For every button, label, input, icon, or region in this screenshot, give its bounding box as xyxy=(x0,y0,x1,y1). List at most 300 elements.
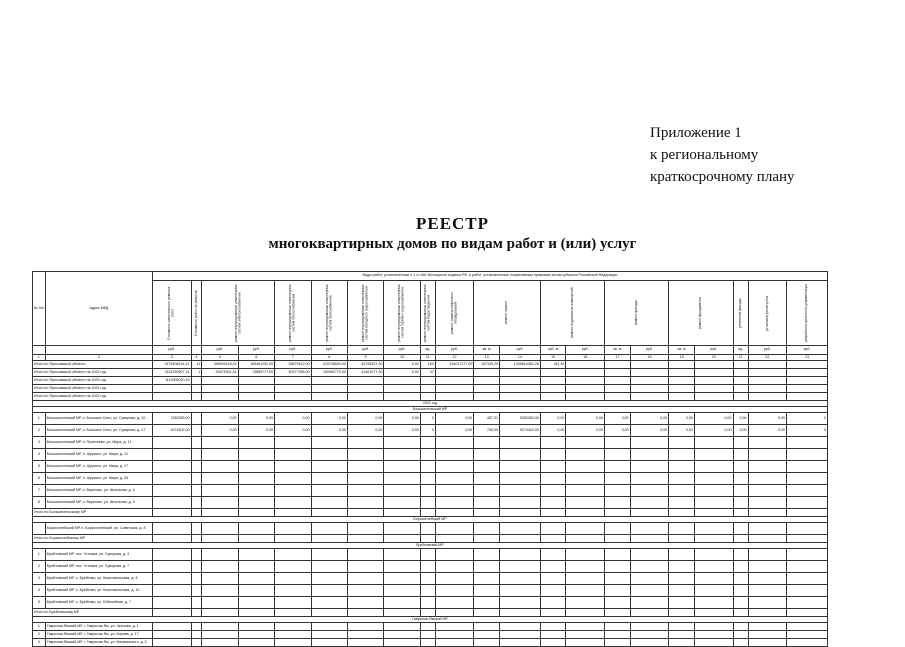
total-value xyxy=(540,535,566,543)
row-value xyxy=(191,413,202,425)
vertical-header-label: ремонт фасада xyxy=(633,300,638,326)
row-value xyxy=(238,597,274,609)
row-number: 5 xyxy=(33,597,46,609)
row-value xyxy=(275,497,311,509)
row-value xyxy=(202,461,238,473)
row-value xyxy=(384,549,420,561)
total-value xyxy=(733,377,748,385)
total-value xyxy=(630,369,669,377)
total-value xyxy=(748,535,787,543)
column-number-cell: 1 xyxy=(33,355,46,361)
row-value xyxy=(630,631,669,639)
row-value xyxy=(787,585,828,597)
row-value xyxy=(191,437,202,449)
row-value xyxy=(384,523,420,535)
row-value xyxy=(311,623,347,631)
document-title xyxy=(0,214,905,253)
appendix-label xyxy=(650,122,795,188)
row-value: 0,00 xyxy=(566,425,605,437)
total-value: 334017177,00 xyxy=(435,361,474,369)
total-value xyxy=(787,509,828,517)
row-value: 0,00 xyxy=(748,413,787,425)
row-value xyxy=(566,573,605,585)
row-value: 0,00 xyxy=(435,413,474,425)
total-value xyxy=(733,509,748,517)
vertical-header-label: ремонт фундамента xyxy=(698,296,703,330)
row-value xyxy=(420,449,435,461)
row-value xyxy=(630,561,669,573)
row-value xyxy=(191,449,202,461)
row-value xyxy=(202,437,238,449)
table-row xyxy=(33,623,828,631)
row-value xyxy=(311,549,347,561)
total-value xyxy=(500,393,541,401)
total-value xyxy=(500,369,541,377)
row-value xyxy=(630,437,669,449)
total-value xyxy=(238,509,274,517)
total-value xyxy=(152,393,191,401)
row-value xyxy=(152,623,191,631)
appendix-line-3: краткосрочному плану xyxy=(650,169,795,185)
total-label: Итого по Ярославской области на 2023 год xyxy=(33,377,153,385)
unit-cell: руб. xyxy=(275,346,311,355)
row-address: Большесельский МР, п. Шурскол, ул. Мира, д. 25 xyxy=(45,473,152,485)
row-value xyxy=(694,473,733,485)
row-value xyxy=(420,523,435,535)
row-value xyxy=(191,573,202,585)
total-value xyxy=(474,377,500,385)
row-value: 0 xyxy=(787,413,828,425)
total-value: 50377396,00 xyxy=(275,369,311,377)
row-value xyxy=(435,523,474,535)
total-label: Итого по Ярославской области на 2022 год xyxy=(33,393,153,401)
section-title: Борисоглебский МР xyxy=(33,517,828,523)
row-number: 7 xyxy=(33,485,46,497)
row-value: 9274402,00 xyxy=(152,425,191,437)
row-value xyxy=(787,623,828,631)
total-value: 53475391,41 xyxy=(202,369,238,377)
row-value xyxy=(202,449,238,461)
row-value xyxy=(420,549,435,561)
row-value xyxy=(152,461,191,473)
row-value xyxy=(384,561,420,573)
row-value xyxy=(435,473,474,485)
row-value xyxy=(630,573,669,585)
column-number-cell: 11 xyxy=(420,355,435,361)
row-value xyxy=(384,573,420,585)
row-value xyxy=(311,597,347,609)
row-value xyxy=(435,631,474,639)
row-value xyxy=(566,623,605,631)
row-value xyxy=(787,485,828,497)
row-value xyxy=(152,585,191,597)
row-value xyxy=(347,585,383,597)
row-value xyxy=(474,623,500,631)
total-value xyxy=(191,509,202,517)
row-value: 0,00 xyxy=(733,425,748,437)
row-value xyxy=(500,561,541,573)
row-value xyxy=(474,549,500,561)
row-value xyxy=(275,437,311,449)
total-value xyxy=(191,385,202,393)
total-value xyxy=(152,535,191,543)
total-value xyxy=(500,509,541,517)
row-value: 0,00 xyxy=(311,425,347,437)
row-value xyxy=(733,561,748,573)
total-value xyxy=(311,609,347,617)
total-value xyxy=(474,509,500,517)
total-value xyxy=(238,609,274,617)
row-value xyxy=(630,497,669,509)
total-value xyxy=(733,369,748,377)
total-value xyxy=(152,385,191,393)
total-value xyxy=(604,369,630,377)
row-value xyxy=(540,549,566,561)
total-value xyxy=(238,377,274,385)
column-number-cell: 3 xyxy=(152,355,191,361)
unit-cell: руб. xyxy=(500,346,541,355)
row-address: Большесельский МР, п. Шурскол, ул. Мира, д. 17 xyxy=(45,461,152,473)
total-value xyxy=(669,369,695,377)
row-value xyxy=(474,597,500,609)
row-value xyxy=(275,485,311,497)
total-value xyxy=(540,509,566,517)
total-value xyxy=(384,535,420,543)
total-label: Итого по Большесельскому МР xyxy=(33,509,153,517)
total-row xyxy=(33,385,828,393)
total-value xyxy=(694,609,733,617)
row-value xyxy=(748,437,787,449)
total-value xyxy=(566,609,605,617)
row-value xyxy=(275,573,311,585)
row-value xyxy=(566,597,605,609)
row-value xyxy=(347,437,383,449)
row-value xyxy=(474,561,500,573)
row-value xyxy=(669,523,695,535)
row-value xyxy=(311,585,347,597)
vertical-header-label: ремонт внутридомовых инженерных систем газоснабжения xyxy=(324,284,333,342)
total-value xyxy=(748,609,787,617)
row-value xyxy=(238,561,274,573)
row-value xyxy=(191,623,202,631)
row-value xyxy=(604,461,630,473)
row-value xyxy=(311,449,347,461)
row-value xyxy=(311,561,347,573)
row-value xyxy=(540,437,566,449)
column-number-cell: 10 xyxy=(384,355,420,361)
total-value xyxy=(566,393,605,401)
total-value: 219728500,00 xyxy=(311,361,347,369)
total-value: 157345,29 xyxy=(474,361,500,369)
table-row xyxy=(33,413,828,425)
total-label: Итого по Ярославской области на 2024 год xyxy=(33,385,153,393)
row-value: 0,00 xyxy=(311,413,347,425)
row-value: 0,00 xyxy=(694,425,733,437)
row-value xyxy=(669,549,695,561)
row-number: 2 xyxy=(33,631,46,639)
total-row xyxy=(33,509,828,517)
row-value xyxy=(347,549,383,561)
row-value xyxy=(787,461,828,473)
row-value xyxy=(474,461,500,473)
column-number-cell: 16 xyxy=(566,355,605,361)
column-number-cell: 23 xyxy=(787,355,828,361)
column-number-cell: 8 xyxy=(311,355,347,361)
total-value xyxy=(500,377,541,385)
row-value xyxy=(202,473,238,485)
table-row xyxy=(33,561,828,573)
total-value xyxy=(420,609,435,617)
row-value xyxy=(238,573,274,585)
total-value xyxy=(604,377,630,385)
total-value xyxy=(733,361,748,369)
row-number: 1 xyxy=(33,413,46,425)
total-value xyxy=(630,393,669,401)
row-value xyxy=(566,485,605,497)
row-value: 706,59 xyxy=(474,425,500,437)
row-value xyxy=(694,585,733,597)
total-row xyxy=(33,535,828,543)
total-value xyxy=(202,535,238,543)
column-number-cell: 20 xyxy=(694,355,733,361)
row-value xyxy=(152,473,191,485)
row-value xyxy=(540,631,566,639)
row-value xyxy=(694,437,733,449)
row-value xyxy=(435,585,474,597)
row-value xyxy=(566,585,605,597)
row-value xyxy=(500,437,541,449)
unit-cell: руб. xyxy=(238,346,274,355)
row-value xyxy=(152,573,191,585)
row-value xyxy=(202,497,238,509)
row-value: 0 xyxy=(420,413,435,425)
total-value xyxy=(694,385,733,393)
row-value xyxy=(384,449,420,461)
unit-cell: руб. xyxy=(630,346,669,355)
row-value xyxy=(275,461,311,473)
vertical-header-label: утепление фасада xyxy=(737,298,742,328)
row-value xyxy=(748,449,787,461)
row-value xyxy=(540,461,566,473)
total-value xyxy=(202,377,238,385)
row-value xyxy=(275,473,311,485)
total-value xyxy=(435,369,474,377)
row-value xyxy=(630,585,669,597)
table-row xyxy=(33,573,828,585)
row-value xyxy=(748,497,787,509)
row-value xyxy=(347,497,383,509)
row-value xyxy=(500,549,541,561)
total-value: 2475408214,21 xyxy=(152,361,191,369)
row-value xyxy=(604,623,630,631)
total-value xyxy=(748,361,787,369)
row-value xyxy=(630,597,669,609)
unit-cell: ед. xyxy=(733,346,748,355)
table-row xyxy=(33,473,828,485)
row-value xyxy=(474,523,500,535)
total-value xyxy=(787,361,828,369)
row-value xyxy=(733,585,748,597)
row-value xyxy=(420,461,435,473)
row-value xyxy=(540,573,566,585)
row-value xyxy=(420,473,435,485)
total-value xyxy=(787,535,828,543)
row-value xyxy=(238,585,274,597)
total-value xyxy=(604,385,630,393)
row-value xyxy=(604,585,630,597)
row-value xyxy=(500,497,541,509)
appendix-line-2: к региональному xyxy=(650,147,759,163)
row-value xyxy=(500,597,541,609)
total-value xyxy=(694,535,733,543)
row-value xyxy=(787,631,828,639)
unit-cell: кв. м xyxy=(669,346,695,355)
row-value xyxy=(152,597,191,609)
row-value xyxy=(420,485,435,497)
row-value: 0,00 xyxy=(238,413,274,425)
row-value xyxy=(604,597,630,609)
row-value xyxy=(669,631,695,639)
row-value xyxy=(384,485,420,497)
total-value: 1142250507,31 xyxy=(152,369,191,377)
vertical-header-2 xyxy=(191,281,202,346)
total-value xyxy=(474,609,500,617)
row-value xyxy=(191,461,202,473)
row-value xyxy=(566,449,605,461)
total-value xyxy=(191,393,202,401)
row-value xyxy=(238,623,274,631)
row-value xyxy=(275,561,311,573)
total-value: 1 xyxy=(191,369,202,377)
row-value xyxy=(604,561,630,573)
row-value xyxy=(202,623,238,631)
row-value: 0,00 xyxy=(202,425,238,437)
row-value xyxy=(540,597,566,609)
row-value xyxy=(604,549,630,561)
total-value xyxy=(311,393,347,401)
row-value xyxy=(384,585,420,597)
row-value xyxy=(787,561,828,573)
total-value xyxy=(420,509,435,517)
total-value xyxy=(311,509,347,517)
row-value xyxy=(384,461,420,473)
row-value xyxy=(733,623,748,631)
total-row xyxy=(33,393,828,401)
column-number-cell: 22 xyxy=(748,355,787,361)
row-value xyxy=(500,585,541,597)
row-value xyxy=(694,497,733,509)
row-value xyxy=(202,561,238,573)
row-value xyxy=(384,473,420,485)
total-value xyxy=(566,377,605,385)
total-value: 62795327,00 xyxy=(347,361,383,369)
total-value xyxy=(152,609,191,617)
row-value xyxy=(474,573,500,585)
row-value xyxy=(500,473,541,485)
row-value xyxy=(275,585,311,597)
total-value xyxy=(540,393,566,401)
header-work-types: Виды работ, установленные ч.1 ст.166 Жилищного кодекса РФ, и работ, установленные нормативным правовым актом субъекта Российской Федерации xyxy=(152,272,827,281)
row-number xyxy=(33,523,46,535)
row-value xyxy=(191,497,202,509)
total-value xyxy=(191,535,202,543)
row-value xyxy=(420,631,435,639)
total-value xyxy=(275,535,311,543)
row-value xyxy=(733,523,748,535)
row-number: 3 xyxy=(33,573,46,585)
row-value xyxy=(566,437,605,449)
total-value xyxy=(238,535,274,543)
total-value xyxy=(420,377,435,385)
row-address: Большесельский МР, п. Шурскол, ул. Мира, д. 12 xyxy=(45,449,152,461)
table-row xyxy=(33,461,828,473)
row-number: 3 xyxy=(33,437,46,449)
total-value xyxy=(384,377,420,385)
row-value xyxy=(435,449,474,461)
row-value: 0,00 xyxy=(748,425,787,437)
row-value xyxy=(748,473,787,485)
row-value xyxy=(384,631,420,639)
row-value xyxy=(500,631,541,639)
total-value xyxy=(500,609,541,617)
unit-cell: руб. xyxy=(347,346,383,355)
row-value xyxy=(435,461,474,473)
table-row xyxy=(33,585,828,597)
total-value xyxy=(275,393,311,401)
vertical-header-10 xyxy=(474,281,540,346)
row-value xyxy=(202,597,238,609)
row-value xyxy=(152,523,191,535)
total-value xyxy=(275,609,311,617)
row-value xyxy=(152,561,191,573)
row-address: Брейтовский МР, с. Брейтово, ул. Юбилейная, д. 7 xyxy=(45,597,152,609)
row-value xyxy=(202,485,238,497)
row-value xyxy=(435,437,474,449)
row-value xyxy=(152,549,191,561)
unit-cell xyxy=(33,346,46,355)
row-value xyxy=(733,437,748,449)
total-value xyxy=(202,393,238,401)
total-value xyxy=(694,361,733,369)
row-value xyxy=(152,497,191,509)
total-value xyxy=(694,369,733,377)
total-value xyxy=(604,361,630,369)
row-value xyxy=(500,461,541,473)
row-value: 0,00 xyxy=(540,425,566,437)
row-value xyxy=(347,573,383,585)
row-value xyxy=(604,573,630,585)
row-value xyxy=(311,497,347,509)
table-group-header-row xyxy=(33,272,828,281)
unit-cell: руб. xyxy=(152,346,191,355)
row-value xyxy=(694,573,733,585)
total-value: 165461252,00 xyxy=(238,361,274,369)
total-label: Итого по Борисоглебскому МР xyxy=(33,535,153,543)
vertical-header-7 xyxy=(384,281,420,346)
column-number-cell: 9 xyxy=(347,355,383,361)
column-number-cell: 19 xyxy=(669,355,695,361)
row-value xyxy=(384,623,420,631)
row-value xyxy=(347,561,383,573)
row-value xyxy=(694,623,733,631)
vertical-header-5 xyxy=(311,281,347,346)
row-value: 0,00 xyxy=(384,413,420,425)
row-value xyxy=(347,623,383,631)
total-value xyxy=(275,509,311,517)
total-value: 73865777,00 xyxy=(238,369,274,377)
total-value xyxy=(604,535,630,543)
section-title: Гаврилов-Ямский МР xyxy=(33,617,828,623)
